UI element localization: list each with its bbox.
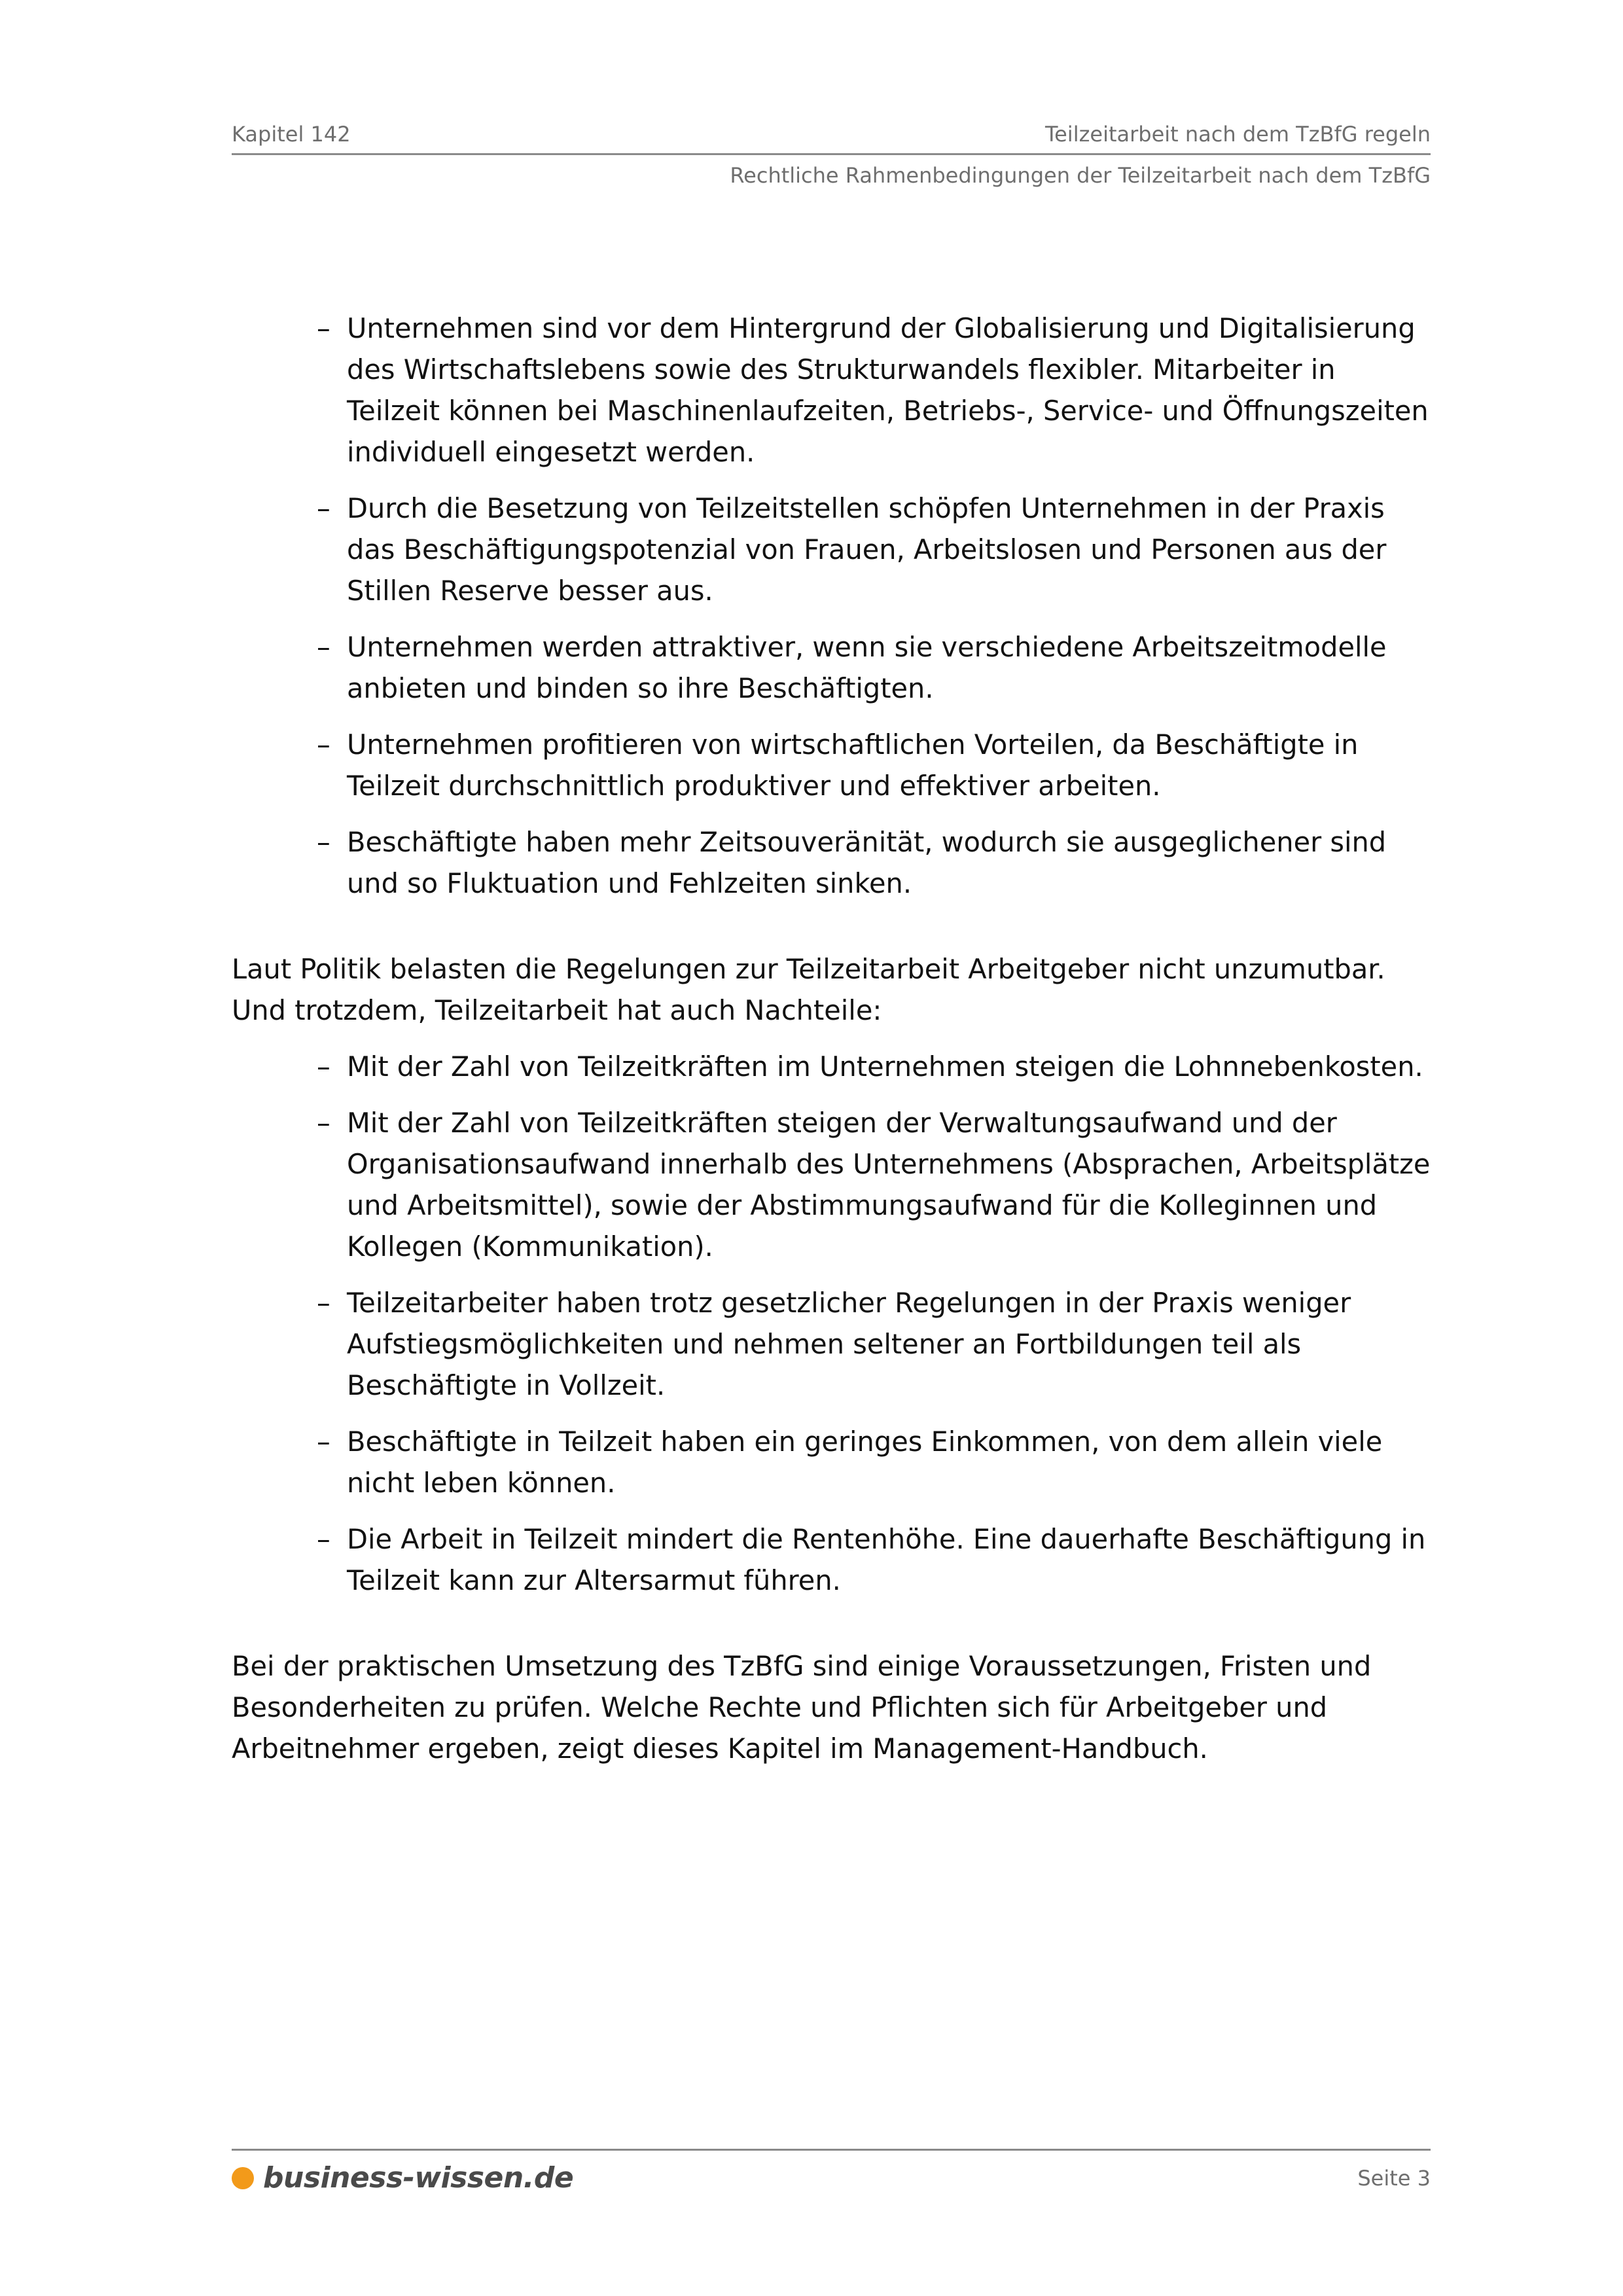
list-item: – Unternehmen profitieren von wirtschaftlichen Vorteilen, da Beschäftigte in Teilzeit durchschnittlich produktiver und effektiver arbeiten.	[347, 724, 1431, 806]
list-item: – Mit der Zahl von Teilzeitkräften steigen der Verwaltungsaufwand und der Organisationsaufwand innerhalb des Unternehmens (Absprachen, Arbeitsplätze und Arbeitsmittel), sowie der Abstimmungsaufwand für die Kolleginnen und Kollegen (Kommunikation).	[347, 1102, 1431, 1267]
list-item: – Mit der Zahl von Teilzeitkräften im Unternehmen steigen die Lohnnebenkosten.	[347, 1046, 1431, 1087]
disadvantages-intro: Laut Politik belasten die Regelungen zur Teilzeitarbeit Arbeitgeber nicht unzumutbar. Und trotzdem, Teilzeitarbeit hat auch Nachteile:	[232, 953, 1385, 1026]
closing-paragraph: Bei der praktischen Umsetzung des TzBfG sind einige Voraussetzungen, Fristen und Besonderheiten zu prüfen. Welche Rechte und Pflichten sich für Arbeitgeber und Arbeitnehmer ergeben, zeigt dieses Kapitel im Management-Handbuch.	[232, 1650, 1372, 1765]
list-item: – Teilzeitarbeiter haben trotz gesetzlicher Regelungen in der Praxis weniger Aufstiegsmöglichkeiten und nehmen seltener an Fortbildungen teil als Beschäftigte in Vollzeit.	[347, 1282, 1431, 1406]
advantages-list	[232, 308, 1431, 904]
chapter-title: Teilzeitarbeit nach dem TzBfG regeln	[1045, 122, 1431, 147]
footer-divider	[232, 2149, 1431, 2151]
page-number: Seite 3	[1357, 2165, 1431, 2191]
list-item: – Beschäftigte haben mehr Zeitsouveränität, wodurch sie ausgeglichener sind und so Fluktuation und Fehlzeiten sinken.	[347, 821, 1431, 904]
brand-dot-icon	[232, 2167, 254, 2189]
header-divider	[232, 153, 1431, 155]
page-footer	[232, 2149, 1431, 2195]
list-item: – Die Arbeit in Teilzeit mindert die Rentenhöhe. Eine dauerhafte Beschäftigung in Teilzeit kann zur Altersarmut führen.	[347, 1518, 1431, 1601]
list-item: – Beschäftigte in Teilzeit haben ein geringes Einkommen, von dem allein viele nicht leben können.	[347, 1421, 1431, 1503]
page-content	[232, 308, 1431, 1769]
list-item: – Unternehmen werden attraktiver, wenn sie verschiedene Arbeitszeitmodelle anbieten und binden so ihre Beschäftigten.	[347, 626, 1431, 709]
disadvantages-list	[232, 1046, 1431, 1601]
footer-row	[232, 2161, 1431, 2195]
chapter-label: Kapitel 142	[232, 122, 351, 147]
list-item: – Durch die Besetzung von Teilzeitstellen schöpfen Unternehmen in der Praxis das Beschäftigungspotenzial von Frauen, Arbeitslosen und Personen aus der Stillen Reserve besser aus.	[347, 488, 1431, 611]
section-subtitle: Rechtliche Rahmenbedingungen der Teilzeitarbeit nach dem TzBfG	[730, 163, 1431, 188]
brand-name: business-wissen.de	[263, 2161, 574, 2195]
page-header	[232, 118, 1431, 192]
header-row	[232, 118, 1431, 151]
list-item: – Unternehmen sind vor dem Hintergrund der Globalisierung und Digitalisierung des Wirtschaftslebens sowie des Strukturwandels flexibler. Mitarbeiter in Teilzeit können bei Maschinenlaufzeiten, Betriebs-, Service- und Öffnungszeiten individuell eingesetzt werden.	[347, 308, 1431, 473]
brand-logo	[232, 2161, 573, 2195]
